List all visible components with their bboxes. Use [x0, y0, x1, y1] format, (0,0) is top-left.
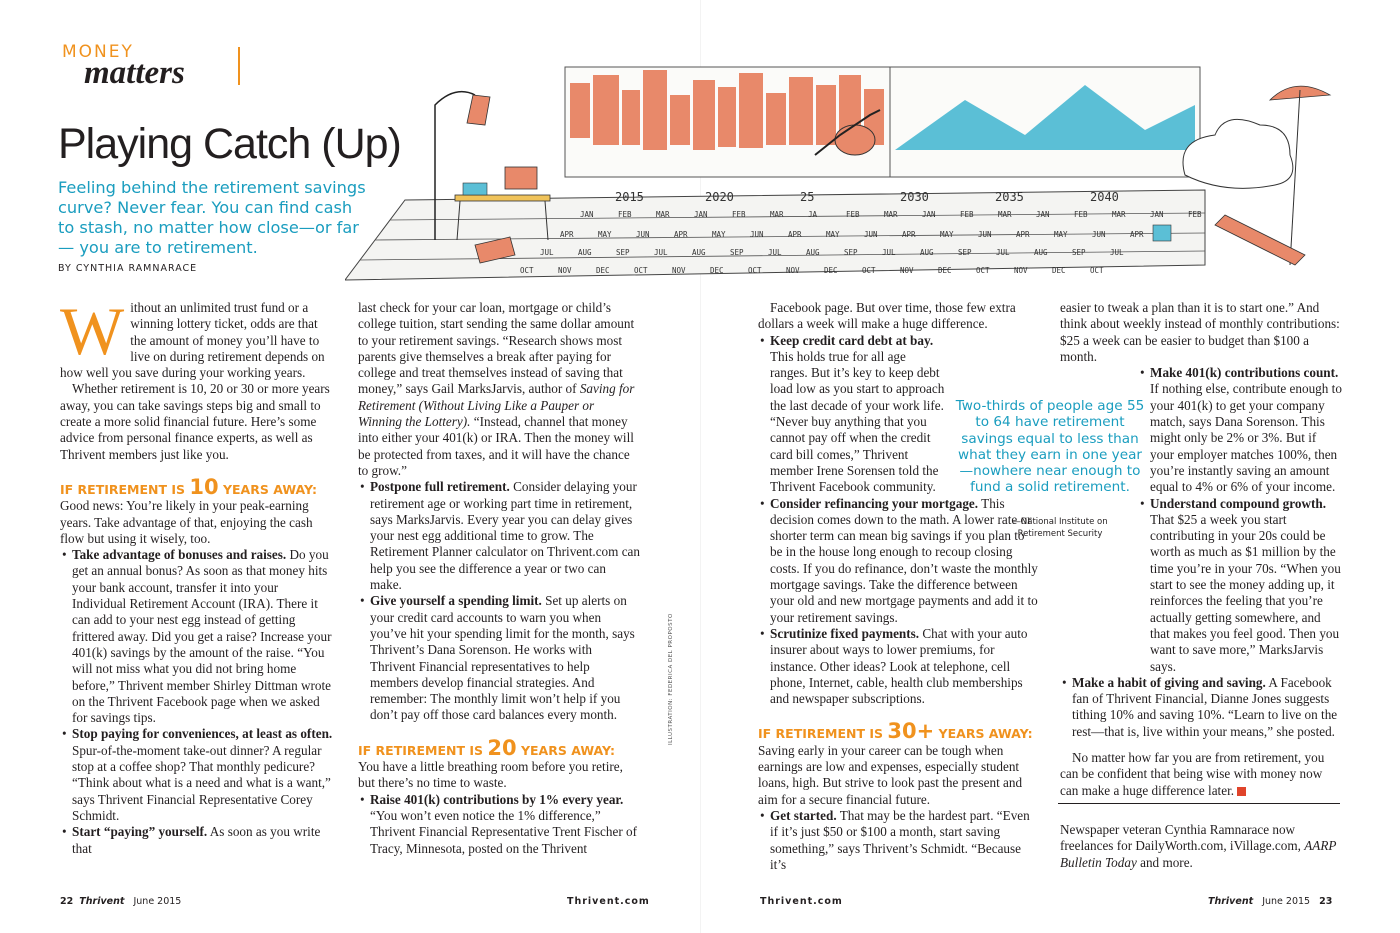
month-label: AUG	[1034, 248, 1048, 257]
month-label: JUN	[1092, 230, 1106, 239]
month-label: MAY	[826, 230, 840, 239]
month-label: NOV	[900, 266, 914, 275]
month-label: JUL	[996, 248, 1010, 257]
month-label: JUL	[654, 248, 668, 257]
section-heading-30: IF RETIREMENT IS 30+ YEARS AWAY:	[758, 719, 1033, 744]
bullet-item: • Get started. That may be the hardest part. “Even if it’s just $50 or $100 a month, start saving something,” says Thrivent’s Schmidt. “Because it’s	[760, 807, 1030, 872]
issue-date: June 2015	[1262, 896, 1311, 907]
bullet-item: • Make 401(k) contributions count. If nothing else, contribute enough to your 401(k) to get your company match, says Dana Sorenson. This might only be 2% or 3%. But if your employer matches 100%, then you’re instantly saving an amount equal to 4% or 6% of your income.	[1140, 365, 1342, 495]
month-label: JUN	[750, 230, 764, 239]
month-label: APR	[560, 230, 574, 239]
drop-cap: W	[60, 293, 125, 369]
column-4	[1060, 300, 1342, 799]
month-label: APR	[902, 230, 916, 239]
paragraph: easier to tweak a plan than it is to start one.” And think about weekly instead of monthly contributions: $25 a week can be easier to budget than $100 a month.	[1060, 300, 1340, 364]
bullet-item: • Give yourself a spending limit. Set up alerts on your credit card accounts to warn you when you’ve hit your spending limit for the month, says Thrivent’s Dana Sorenson. He works with Thrivent Financial representatives to help members develop financial strategies. And remember: The monthly limit won’t help if you don’t pay off those card balances every month.	[360, 593, 635, 723]
year-label: 2040	[1090, 190, 1119, 204]
section-kicker-script: matters	[84, 55, 185, 91]
month-label: JAN	[580, 210, 594, 219]
desk	[455, 195, 550, 201]
year-label: 2020	[705, 190, 734, 204]
page-number: 22	[60, 896, 74, 907]
bullet-item: • Consider refinancing your mortgage. This decision comes down to the math. A lower rate or shorter term can mean big savings if you plan to be in the house long enough to recoup closing costs. If you do refinance, don’t waste the monthly mortgage savings. Take the difference between your old and new mortgage payments and add it to your retirement savings.	[760, 495, 1038, 625]
bullet-item: • Start “paying” yourself. As soon as you write that	[62, 824, 321, 856]
month-label: APR	[674, 230, 688, 239]
bullet-item: • Make a habit of giving and saving. A Facebook fan of Thrivent Financial, Dianne Jones suggests tithing 10% and saving 10%. “Learn to live on the rest—that is, live within your means,” she posted.	[1062, 674, 1338, 739]
month-label: JAN	[922, 210, 936, 219]
headline: Playing Catch (Up)	[58, 120, 401, 168]
month-label: JUN	[636, 230, 650, 239]
year-label: 25	[800, 190, 815, 204]
month-label: OCT	[862, 266, 876, 275]
month-label: MAR	[998, 210, 1012, 219]
column-3	[758, 300, 1040, 873]
year-label: 2030	[900, 190, 929, 204]
piggy-bank	[835, 125, 875, 155]
month-label: DEC	[1052, 266, 1066, 275]
paragraph: Good news: You’re likely in your peak-earning years. Take advantage of that, enjoying the cash flow but using it wisely, too.	[60, 498, 313, 546]
month-label: APR	[1130, 230, 1144, 239]
page-number: 23	[1319, 896, 1333, 907]
month-label: MAY	[598, 230, 612, 239]
section-kicker: MONEY	[62, 42, 134, 62]
magazine-name: Thrivent	[79, 896, 125, 907]
month-label: NOV	[672, 266, 686, 275]
month-label: SEP	[616, 248, 630, 257]
bullet-item: • Understand compound growth. That $25 a week you start contributing in your 20s could be worth as much as $1 million by the time you’re in your 70s. “When you start to see the money adding up, it reinforces the feeling that you’re actually getting somewhere, and that makes you feel good. Then you want to save more,” MarksJarvis says.	[1140, 495, 1341, 674]
month-label: FEB	[618, 210, 632, 219]
month-label: SEP	[844, 248, 858, 257]
kicker-divider	[238, 47, 240, 85]
month-label: FEB	[960, 210, 974, 219]
month-label: JAN	[694, 210, 708, 219]
folio-url-right: Thrivent.com	[760, 896, 843, 907]
month-label: JUL	[540, 248, 554, 257]
magazine-name: Thrivent	[1208, 896, 1254, 907]
intro-paragraph: Without an unlimited trust fund or a winning lottery ticket, odds are that the amount of money you’ll have to live on during retirement depends on how well you save during your working years.	[60, 293, 325, 381]
month-label: AUG	[920, 248, 934, 257]
month-label: AUG	[806, 248, 820, 257]
pull-quote-source: —National Institute on Retirement Security	[1012, 517, 1108, 539]
folio-left	[60, 896, 181, 907]
month-label: FEB	[1188, 210, 1202, 219]
bullet-item: • Take advantage of bonuses and raises. Do you get an annual bonus? As soon as that money hits your bank account, transfer it into your Individual Retirement Account (IRA). There it can add to your nest egg instead of getting frittered away. Did you get a raise? Increase your 401(k) savings by the amount of the raise. “You will not miss what you did not bring home before,” Thrivent member Shirley Dittman wrote on the Thrivent Facebook page when we asked for savings tips.	[62, 547, 332, 726]
month-label: OCT	[520, 266, 534, 275]
month-label: OCT	[1090, 266, 1104, 275]
column-2	[358, 300, 640, 857]
month-label: MAY	[712, 230, 726, 239]
section-heading-10: IF RETIREMENT IS 10 YEARS AWAY:	[60, 474, 317, 499]
paragraph: last check for your car loan, mortgage or child’s college tuition, start sending the same dollar amount to your retirement savings. “Research shows most parents give themselves a break after paying for college and treat themselves instead of saving that money,” says Gail MarksJarvis, author of Saving for Retirement (Without Living Like a Pauper or Winning the Lottery). “Instead, channel that money into either your 401(k) or IRA. Then the money will be protected from taxes, and it will have the chance to grow.”	[358, 300, 635, 478]
month-label: DEC	[824, 266, 838, 275]
folio-url-left: Thrivent.com	[567, 896, 650, 907]
author-bio: Newspaper veteran Cynthia Ramnarace now freelances for DailyWorth.com, iVillage.com, AARP Bulletin Today and more.	[1060, 822, 1337, 870]
month-label: JAN	[1150, 210, 1164, 219]
month-label: AUG	[578, 248, 592, 257]
folio-right	[1208, 896, 1332, 907]
month-label: JAN	[1036, 210, 1050, 219]
paragraph: Facebook page. But over time, those few extra dollars a week will make a huge difference.	[758, 300, 1016, 332]
month-label: OCT	[976, 266, 990, 275]
section-heading-20: IF RETIREMENT IS 20 YEARS AWAY:	[358, 735, 615, 760]
month-label: FEB	[732, 210, 746, 219]
book-title: Saving for Retirement (Without Living Like a Pauper or Winning the Lottery).	[358, 381, 635, 430]
bio-divider	[1058, 803, 1340, 804]
year-label: 2015	[615, 190, 644, 204]
bullet-item: • Postpone full retirement. Consider delaying your retirement age or working part time in retirement, says MarksJarvis. Every year you can delay gives your nest egg additional time to grow. The Retirement Planner calculator on Thrivent.com can help you see the difference a year or two can make.	[360, 479, 641, 593]
month-label: FEB	[846, 210, 860, 219]
month-label: DEC	[938, 266, 952, 275]
month-label: SEP	[730, 248, 744, 257]
month-label: JA	[808, 210, 818, 219]
paragraph: You have a little breathing room before you retire, but there’s no time to waste.	[358, 759, 623, 791]
bullet-item: • Stop paying for conveniences, at least as often. Spur-of-the-moment take-out dinner? A regular stop at a coffee shop? That monthly pedicure? “Think about what is a need and what is a want,” says Thrivent Financial Representative Corey Schmidt.	[62, 726, 333, 823]
month-label: SEP	[1072, 248, 1086, 257]
month-label: NOV	[558, 266, 572, 275]
month-label: MAR	[656, 210, 670, 219]
month-label: NOV	[786, 266, 800, 275]
dek: Feeling behind the retirement savings curve? Never fear. You can find cash to stash, no matter how close—or far— you are to retirement.	[58, 178, 366, 257]
end-mark-icon: T	[1237, 787, 1246, 796]
bullet-item: • Scrutinize fixed payments. Chat with your auto insurer about ways to lower premiums, for instance. Other ideas? Look at telephone, cell phone, Internet, cable, health club memberships and newspaper subscriptions.	[760, 625, 1028, 707]
month-label: NOV	[1014, 266, 1028, 275]
bullet-item: • Keep credit card debt at bay. This holds true for all age ranges. But it’s key to keep debt load low as you start to approach the last decade of your work life. “Never buy anything that you cannot pay off when the credit card bill comes,” Thrivent member Irene Sorensen told the Thrivent Facebook community.	[760, 332, 945, 495]
month-label: MAR	[770, 210, 784, 219]
month-label: SEP	[958, 248, 972, 257]
month-label: FEB	[1074, 210, 1088, 219]
month-label: MAY	[940, 230, 954, 239]
paragraph: Whether retirement is 10, 20 or 30 or more years away, you can take savings steps big and small to create a more solid financial future. Here’s some advice from personal finance experts, as well as Thrivent members just like you.	[60, 381, 330, 462]
month-label: DEC	[710, 266, 724, 275]
month-label: JUN	[978, 230, 992, 239]
month-label: JUL	[882, 248, 896, 257]
month-label: AUG	[692, 248, 706, 257]
month-label: OCT	[748, 266, 762, 275]
month-label: APR	[1016, 230, 1030, 239]
month-label: JUN	[864, 230, 878, 239]
month-label: MAR	[1112, 210, 1126, 219]
month-label: APR	[788, 230, 802, 239]
month-label: JUL	[768, 248, 782, 257]
illustration-credit: ILLUSTRATION: FEDERICA DEL PROPOSTO	[668, 613, 674, 745]
paragraph: Saving early in your career can be tough when earnings are low and expenses, especially student loans, high. But strive to look past the present and aim for a secure financial future.	[758, 742, 1023, 807]
month-label: MAY	[1054, 230, 1068, 239]
pull-quote: Two-thirds of people age 55 to 64 have retirement savings equal to less than what they earn in one year—nowhere near enough to fund a solid retirement.	[955, 398, 1145, 496]
month-label: JUL	[1110, 248, 1124, 257]
month-label: MAR	[884, 210, 898, 219]
year-label: 2035	[995, 190, 1024, 204]
column-1	[60, 293, 335, 857]
month-label: OCT	[634, 266, 648, 275]
byline: BY CYNTHIA RAMNARACE	[58, 263, 198, 274]
timeline-illustration	[345, 55, 1395, 290]
closing-paragraph: No matter how far you are from retirement, you can be confident that being wise with money now can make a huge difference later. T	[1060, 750, 1325, 798]
issue-date: June 2015	[133, 896, 182, 907]
bullet-item: • Raise 401(k) contributions by 1% every year. “You won’t even notice the 1% difference,” Thrivent Financial Representative Trent Fischer of Tracy, Minnesota, posted on the Thrivent	[360, 791, 637, 856]
month-label: DEC	[596, 266, 610, 275]
